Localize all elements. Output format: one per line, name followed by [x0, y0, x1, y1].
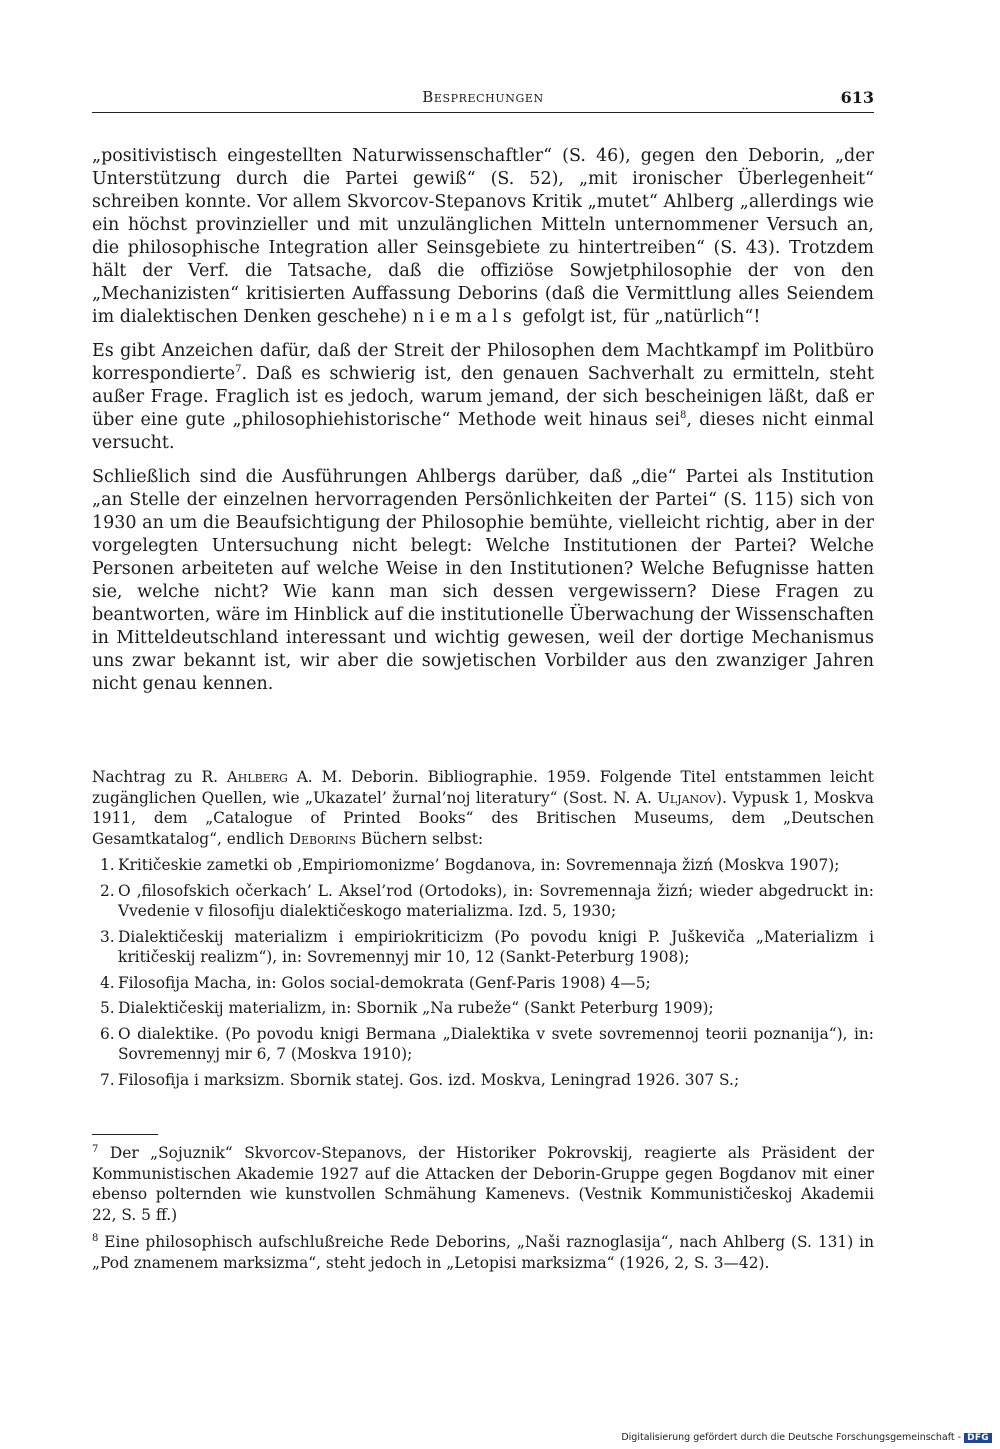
bibliography-item: [92, 973, 874, 994]
paragraph-1-text: „positivistisch eingestellten Naturwissenschaftler“ (S. 46), gegen den Deborin, „der Unterstützung durch die Partei gewiß“ (S. 52), „mit ironischer Überlegenheit“ schreiben konnte. Vor allem Skvorcov-Stepanovs Kritik „mutet“ Ahlberg „allerdings wie ein höchst provinzieller und mit unzulänglichen Mitteln unternommener Versuch an, die philosophische Integration aller Seinsgebiete zu hintertreiben“ (S. 43). Trotzdem hält der Verf. die Tatsache, daß die offiziöse Sowjetphilosophie der von den „Mechanizisten“ kritisierten Auffassung Deborins (daß die Vermittlung alles Seiendem im dialektischen Denken geschehe): [92, 146, 874, 327]
bibliography-list: [92, 855, 874, 1090]
deborin-name: Deborins: [288, 829, 357, 848]
author-name: Ahlberg: [226, 768, 288, 786]
paragraph-2-end: , dieses nicht einmal versucht.: [92, 410, 875, 453]
footnotes: [92, 1143, 874, 1280]
item-number: 5.: [100, 999, 115, 1017]
footnote-7: [92, 1143, 874, 1225]
paragraph-1-end: gefolgt ist, für „natürlich“!: [522, 307, 761, 327]
paragraph-1: [92, 145, 874, 329]
item-number: 7.: [100, 1070, 115, 1089]
addendum-intro-text-d: Büchern selbst:: [356, 829, 484, 848]
item-text: O ‚filosofskich očerkach’ L. Aksel’rod (Ortodoks), in: Sovremennaja žizń; wieder abgedruckt in: Vvedenie v filosofiju dialektičeskogo materializma. Izd. 5, 1930;: [118, 881, 874, 920]
bibliography-item: [92, 1024, 874, 1065]
addendum-intro-text-c: ). Vypusk 1, Moskva 1911, dem „Catalogue of Printed Books“ des Britischen Museums, dem „Deutschen Gesamtkatalog“, endlich: [92, 788, 874, 848]
addendum-intro: [92, 767, 874, 849]
addendum-intro-text-b: A. M. Deborin. Bibliographie. 1959. Folgende Titel entstammen leicht zugänglichen Quellen, wie „Ukazatel’ žurnal’noj literatury“ (Sost. N. A.: [92, 768, 874, 807]
running-title: Besprechungen: [422, 88, 544, 106]
paragraph-2: [92, 340, 874, 455]
dfg-logo: DFG: [964, 1433, 992, 1443]
bibliography-item: [92, 927, 874, 968]
item-text: Kritičeskie zametki ob ‚Empiriomonizme’ Bogdanova, in: Sovremennaja žizń (Moskva 1907);: [118, 856, 840, 874]
bibliography-item: [92, 855, 874, 876]
item-text: Dialektičeskij materializm, in: Sbornik „Na rubeže“ (Sankt Peterburg 1909);: [118, 999, 714, 1017]
body-text: [92, 145, 874, 707]
paragraph-2-text: Es gibt Anzeichen dafür, daß der Streit der Philosophen dem Machtkampf im Politbüro korrespondierte: [92, 341, 874, 384]
footnote-ref-8: 8: [679, 410, 687, 422]
emphasis-spaced: niemals: [412, 307, 517, 327]
footnote-text: Der „Sojuznik“ Skvorcov-Stepanovs, der Historiker Pokrovskij, reagierte als Präsident der Kommunistischen Akademie 1927 auf die Attacken der Deborin-Gruppe gegen Bogdanov mit einer ebenso polternden wie kunstvollen Schmähung Kamenevs. (Vestnik Kommunističeskoj Akademii 22, S. 5 ff.): [92, 1144, 874, 1224]
item-number: 4.: [100, 973, 115, 992]
footnote-8: [92, 1232, 874, 1273]
footnote-number: 8: [92, 1232, 99, 1244]
paragraph-3: Schließlich sind die Ausführungen Ahlbergs darüber, daß „die“ Partei als Institution „an Stelle der einzelnen hervorragenden Persönlichkeiten der Partei“ (S. 115) sich von 1930 an um die Beaufsichtigung der Philosophie bemühte, vielleicht richtig, aber in der vorgelegten Untersuchung nicht belegt: Welche Institutionen der Partei? Welche Personen arbeiteten auf welche Weise in den Institutionen? Welche Befugnisse hatten sie, welche nicht? Wie kann man sich dessen vergewissern? Diese Fragen zu beantworten, wäre im Hinblick auf die institutionelle Überwachung der Wissenschaften in Mitteldeutschland interessant und wichtig gewesen, weil der dortige Mechanismus uns zwar bekannt ist, wir aber die sowjetischen Vorbilder aus den zwanziger Jahren nicht genau kennen.: [92, 467, 874, 694]
footnote-number: 7: [92, 1143, 99, 1155]
paragraph-2-text-b: . Daß es schwierig ist, den genauen Sachverhalt zu ermitteln, steht außer Frage. Fraglich ist es jedoch, warum jemand, der sich bescheinigen läßt, daß er über eine gute „philosophiehistorische“ Methode weit hinaus sei: [92, 364, 874, 430]
item-number: 6.: [100, 1024, 115, 1043]
item-text: Dialektičeskij materializm i empiriokriticizm (Po povodu knigi P. Juškeviča „Materializm i kritičeskij realizm“), in: Sovremennyj mir 10, 12 (Sankt-Peterburg 1908);: [118, 927, 874, 966]
digitization-credit: [621, 1432, 992, 1443]
addendum: [92, 767, 874, 1095]
bibliography-item: [92, 998, 874, 1019]
footnote-separator: [92, 1134, 158, 1135]
item-number: 1.: [100, 856, 115, 874]
addendum-intro-text: Nachtrag zu R.: [92, 768, 227, 786]
editor-name: Uljanov: [657, 788, 716, 807]
item-number: 3.: [100, 927, 115, 946]
bibliography-item: [92, 1070, 874, 1091]
item-number: 2.: [100, 881, 115, 900]
bibliography-item: [92, 881, 874, 922]
credit-text: Digitalisierung gefördert durch die Deutsche Forschungsgemeinschaft -: [621, 1432, 962, 1443]
page-number: 613: [840, 88, 874, 107]
item-text: Filosofija Macha, in: Golos social-demokrata (Genf-Paris 1908) 4—5;: [118, 973, 651, 992]
item-text: Filosofija i marksizm. Sbornik statej. Gos. izd. Moskva, Leningrad 1926. 307 S.;: [118, 1070, 740, 1089]
page-header: [92, 88, 874, 113]
footnote-ref-7: 7: [235, 364, 242, 376]
footnote-text: Eine philosophisch aufschlußreiche Rede Deborins, „Naši raznoglasija“, nach Ahlberg (S. 131) in „Pod znamenem marksizma“, steht jedoch in „Letopisi marksizma“ (1926, 2, S. 3—42).: [92, 1233, 874, 1272]
item-text: O dialektike. (Po povodu knigi Bermana „Dialektika v svete sovremennoj teorii poznanija“), in: Sovremennyj mir 6, 7 (Moskva 1910);: [118, 1024, 874, 1063]
